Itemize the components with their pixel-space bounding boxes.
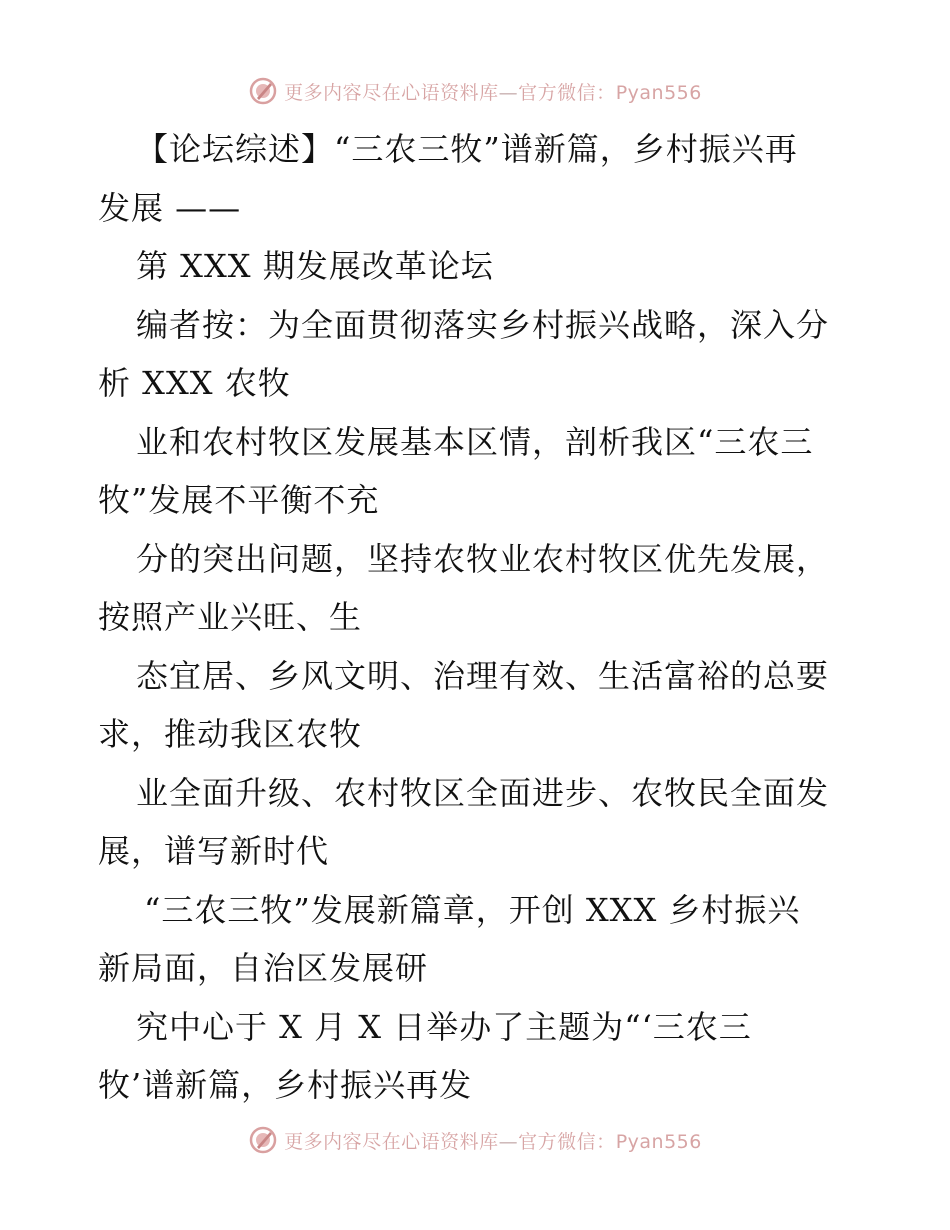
text-line: 究中心于 X 月 X 日举办了主题为“‘三农三 — [136, 1007, 752, 1046]
text-line: 【论坛综述】“三农三牧”谱新篇，乡村振兴再 — [136, 130, 798, 168]
watermark-suffix: 官方微信： — [518, 1130, 616, 1153]
quill-logo-icon — [248, 1125, 278, 1155]
quill-logo-icon — [248, 76, 278, 106]
text-line: 牧’谱新篇，乡村振兴再发 — [98, 1066, 473, 1104]
text-line: “三农三牧”发展新篇章，开创 XXX 乡村振兴 — [144, 890, 801, 929]
text-line: 按照产业兴旺、生 — [98, 598, 363, 636]
watermark-separator: — — [498, 81, 519, 104]
text-line: 牧”发展不平衡不充 — [98, 481, 380, 519]
watermark-id: Pyan556 — [615, 1130, 702, 1153]
watermark-text: 更多内容尽在心语资料库 — [284, 1130, 499, 1153]
text-line: 分的突出问题，坚持农牧业农村牧区优先发展， — [136, 539, 830, 578]
document-body — [98, 120, 858, 1115]
text-line: 求，推动我区农牧 — [98, 715, 363, 753]
text-line: 业全面升级、农村牧区全面进步、农牧民全面发 — [136, 773, 830, 812]
text-line: 展，谱写新时代 — [98, 832, 330, 870]
watermark-separator: — — [498, 1130, 519, 1153]
watermark-id: Pyan556 — [615, 81, 702, 104]
text-line: 发展 —— — [98, 188, 242, 227]
text-line: 编者按：为全面贯彻落实乡村振兴战略，深入分 — [136, 305, 830, 344]
footer-watermark — [0, 1120, 950, 1160]
text-line: 第 XXX 期发展改革论坛 — [136, 247, 494, 285]
text-line: 析 XXX 农牧 — [98, 364, 291, 402]
text-line: 新局面，自治区发展研 — [98, 949, 429, 987]
watermark-text: 更多内容尽在心语资料库 — [284, 81, 499, 104]
header-watermark — [0, 71, 950, 111]
text-line: 业和农村牧区发展基本区情，剖析我区“三农三 — [136, 422, 814, 461]
watermark-suffix: 官方微信： — [518, 81, 616, 104]
text-line: 态宜居、乡风文明、治理有效、生活富裕的总要 — [136, 656, 830, 695]
